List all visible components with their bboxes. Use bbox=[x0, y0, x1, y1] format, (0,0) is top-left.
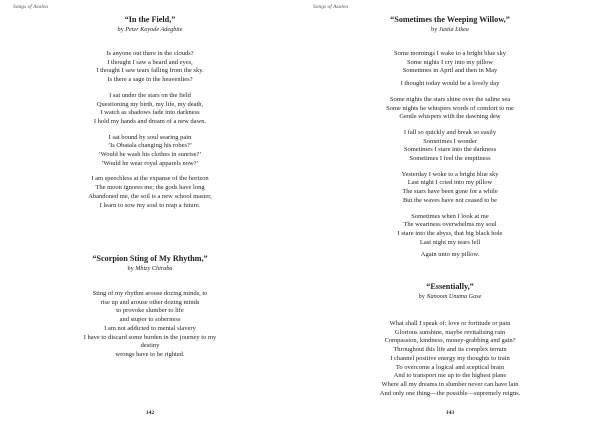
poem-line: I have to discard some burden in the journey to my bbox=[83, 333, 217, 341]
running-head: Songs of Azalea bbox=[13, 4, 49, 10]
poem-line: Gentle whispers with the dawning dew bbox=[399, 113, 501, 121]
poem-line: I channel positive energy my thoughts to train bbox=[390, 354, 510, 362]
poem-line: Is anyone out there in the clouds? bbox=[106, 50, 194, 57]
poem-line: Is there a sage in the heavenlies? bbox=[107, 76, 193, 84]
page-number: 142 bbox=[145, 410, 155, 416]
stanza bbox=[300, 96, 600, 122]
poem-line: I stare into the abyss, that big black hole bbox=[397, 229, 503, 237]
stanza bbox=[0, 92, 300, 127]
poem-line: I thought I saw a beard and eyes, bbox=[107, 58, 193, 66]
stanza bbox=[0, 175, 300, 210]
stanza bbox=[0, 134, 300, 169]
poem-line: Questioning my birth, my life, my death, bbox=[96, 100, 204, 108]
poem-line: Throughout this life and its complex terrain bbox=[393, 346, 507, 354]
running-head: Songs of Azalea bbox=[313, 4, 349, 10]
poem-line: To overcome a logical and sceptical brain bbox=[395, 363, 505, 371]
poem-line: Abandoned me, the soil is a new school master, bbox=[88, 192, 212, 200]
poem-line: Sting of my rhythm arouse dozing minds, to bbox=[92, 290, 208, 297]
poem-line: The stars have been gone for a while bbox=[402, 188, 498, 196]
poem-essentially bbox=[300, 282, 600, 398]
page-number: 143 bbox=[445, 410, 455, 416]
poem-author: by Peter Kayode Adegbite bbox=[117, 26, 183, 33]
poem-title: “Scorpion Sting of My Rhythm,” bbox=[92, 254, 208, 263]
poem-line: rise up and arouse other dozing minds bbox=[100, 298, 200, 306]
poem-weeping-willow bbox=[300, 15, 600, 260]
poem-line: Last night my tears fell bbox=[419, 238, 481, 246]
poem-line: What shall I speak of: love or fortitude or pain bbox=[389, 320, 511, 327]
poem-line: I learn to sow my soul to reap a future. bbox=[99, 201, 201, 209]
poem-line: The weariness overwhelms my soul bbox=[403, 221, 497, 229]
stanza bbox=[0, 50, 300, 85]
poem-line: to provoke slumber to life bbox=[116, 307, 184, 315]
poem-title: “In the Field,” bbox=[124, 15, 176, 24]
stanza bbox=[300, 129, 600, 164]
stanza bbox=[300, 50, 600, 89]
poem-line: ’Would he wear royal apparels now?’ bbox=[101, 159, 199, 167]
stanza bbox=[0, 290, 300, 360]
poem-line: And only one thing—the possible—supremely reigns. bbox=[379, 389, 521, 397]
poem-line: I sat under the stars on the field bbox=[109, 91, 191, 99]
poem-line: and stupor to soberness bbox=[119, 316, 181, 324]
poem-in-the-field bbox=[0, 15, 300, 210]
poem-line: Sometimes I feel the emptiness bbox=[409, 155, 491, 163]
stanza bbox=[300, 213, 600, 248]
poem-line: Some nights I cry into my pillow bbox=[407, 58, 493, 66]
poem-line: Sometimes when I look at me bbox=[411, 212, 489, 220]
poem-line: Sometimes I wonder bbox=[423, 137, 477, 145]
poem-line: destiny bbox=[140, 342, 160, 350]
poem-title: “Essentially,” bbox=[426, 282, 474, 291]
poem-title: “Sometimes the Weeping Willow,” bbox=[390, 15, 510, 24]
poem-line: Sometimes I stare into the darkness bbox=[403, 146, 497, 154]
poem-line: I thought I saw tears falling from the sky. bbox=[96, 67, 204, 75]
poem-line: I sat bound by soul searing pain bbox=[108, 133, 192, 141]
poem-line: Again unto my pillow. bbox=[420, 251, 480, 259]
poem-line: I am not addicted to mental slavery bbox=[104, 324, 196, 332]
poem-line: ’Is Obatala changing his robes?’ bbox=[107, 142, 193, 150]
poem-author: by Justia Likea bbox=[431, 26, 469, 33]
poem-line: ’Would he wash his clothes in sunrise?’ bbox=[98, 151, 202, 159]
poem-line: Some nights he whispers words of comfort to me bbox=[386, 104, 514, 112]
poem-line: I thought today would be a lovely day bbox=[400, 80, 500, 88]
stanza bbox=[300, 320, 600, 398]
poem-line: Where all my dreams in slumber never can have lain bbox=[381, 380, 519, 388]
poem-line: Some nights the stars shine over the saline sea bbox=[389, 95, 511, 103]
poem-line: The moon ignores me; the gods have long bbox=[95, 184, 205, 192]
poem-line: Sometimes in April and then in May bbox=[402, 67, 498, 75]
poem-line: But the waves have not ceased to be bbox=[402, 196, 498, 204]
poem-line: Last night I cried into my pillow bbox=[407, 179, 493, 187]
poem-author: by Mhizy Chiraba bbox=[127, 265, 173, 272]
poem-line: I hold my hands and dream of a new dawn. bbox=[93, 117, 207, 125]
poem-line: And to transport me up to the highest plane bbox=[393, 372, 507, 380]
poem-line: Some mornings I wake to a bright blue sky bbox=[394, 50, 506, 57]
poem-line: Yesterday I woke to a bright blue sky bbox=[401, 170, 499, 178]
poem-author: by Nanoom Unama Gase bbox=[418, 293, 482, 300]
right-page bbox=[300, 0, 600, 424]
stanza bbox=[300, 171, 600, 206]
poem-line: Compassion, kindness, money-grabbing and gain? bbox=[384, 337, 516, 345]
poem-line: I fall so quickly and break so easily bbox=[403, 128, 497, 136]
poem-line: wrongs have to be righted. bbox=[115, 350, 185, 358]
poem-line: I am speechless at the expanse of the horizon bbox=[91, 175, 209, 183]
poem-scorpion-sting bbox=[0, 254, 300, 360]
poem-line: I watch as shadows fade into darkness bbox=[100, 109, 200, 117]
stanza bbox=[300, 251, 600, 260]
poem-line: Glorious sunshine, maybe revitalising rain bbox=[394, 328, 506, 336]
